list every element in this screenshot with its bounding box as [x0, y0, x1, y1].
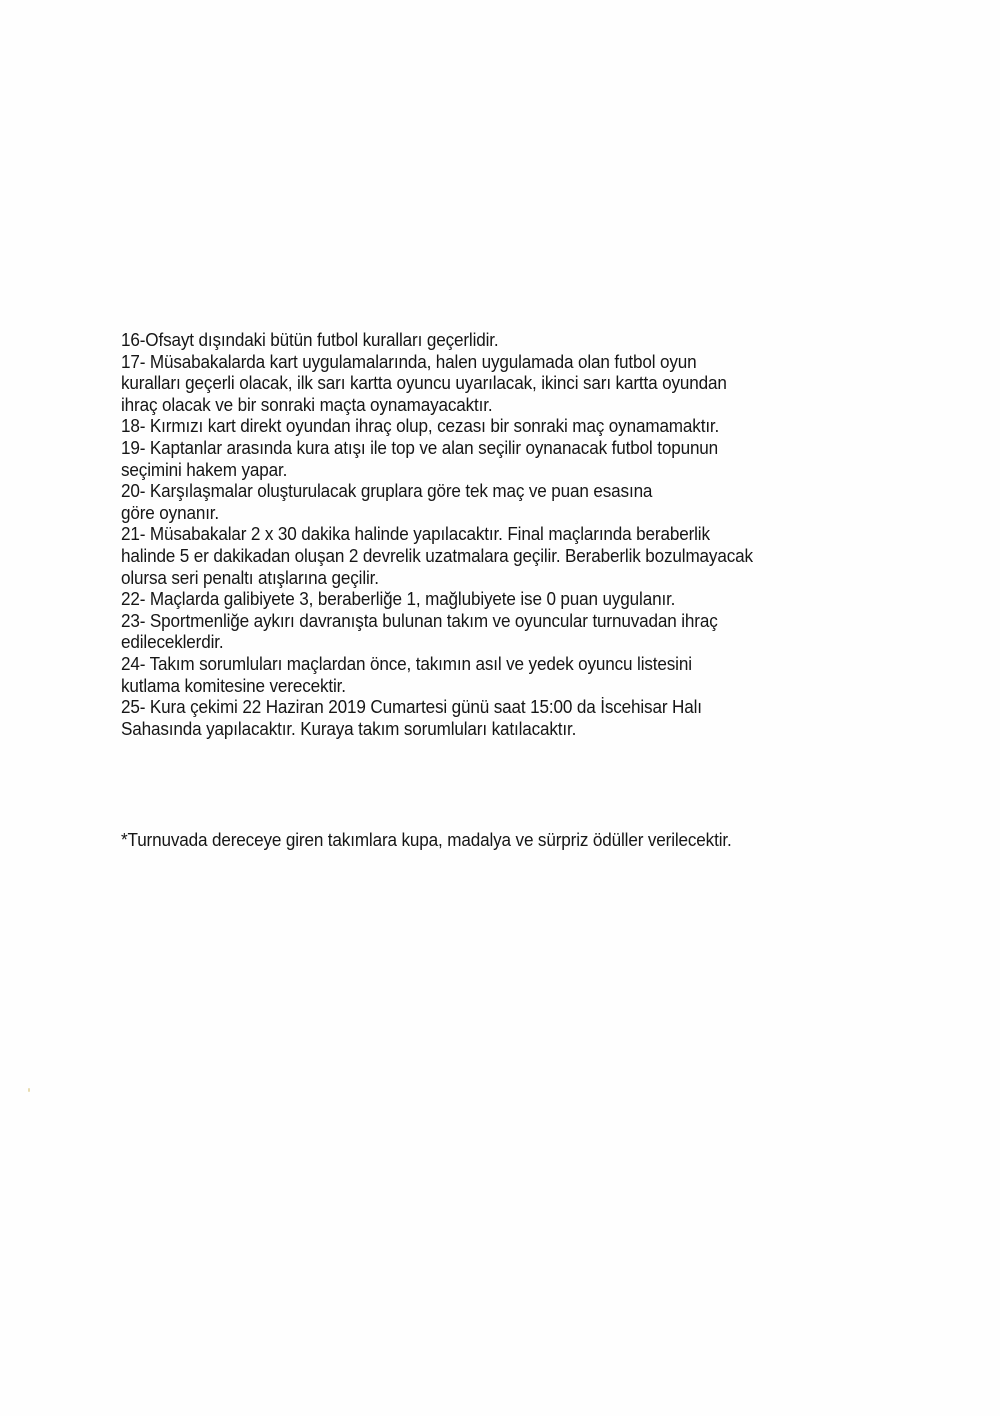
- rule-line: 17- Müsabakalarda kart uygulamalarında, halen uygulamada olan futbol oyun: [121, 350, 697, 372]
- rule-line: 20- Karşılaşmalar oluşturulacak gruplara göre tek maç ve puan esasına: [121, 480, 653, 502]
- rule-line: seçimini hakem yapar.: [121, 458, 288, 480]
- rule-17: [121, 351, 828, 416]
- rule-16: [121, 329, 828, 351]
- rule-19: [121, 437, 828, 480]
- rule-line: 19- Kaptanlar arasında kura atışı ile top ve alan seçilir oynanacak futbol topunun: [121, 436, 719, 458]
- rule-20: [121, 480, 828, 523]
- rule-line: edileceklerdir.: [121, 631, 224, 653]
- scan-speck: [28, 1088, 30, 1092]
- rule-line: Sahasında yapılacaktır. Kuraya takım sorumluları katılacaktır.: [121, 717, 577, 739]
- rule-line: 25- Kura çekimi 22 Haziran 2019 Cumartesi günü saat 15:00 da İscehisar Halı: [121, 696, 702, 718]
- rule-21: [121, 523, 828, 588]
- rule-line: kutlama komitesine verecektir.: [121, 674, 346, 696]
- rule-line: 23- Sportmenliğe aykırı davranışta bulunan takım ve oyuncular turnuvadan ihraç: [121, 609, 718, 631]
- rule-line: halinde 5 er dakikadan oluşan 2 devrelik uzatmalara geçilir. Beraberlik bozulmayacak: [121, 544, 753, 566]
- rule-line: 16-Ofsayt dışındaki bütün futbol kuralları geçerlidir.: [121, 329, 499, 350]
- rule-18: [121, 415, 828, 437]
- rule-line: olursa seri penaltı atışlarına geçilir.: [121, 566, 379, 588]
- rule-line: göre oynanır.: [121, 501, 220, 523]
- rules-list: [121, 329, 828, 739]
- rule-line: 22- Maçlarda galibiyete 3, beraberliğe 1, mağlubiyete ise 0 puan uygulanır.: [121, 588, 676, 610]
- awards-note: *Turnuvada dereceye giren takımlara kupa, madalya ve sürpriz ödüller verilecektir.: [121, 829, 732, 850]
- rule-line: 21- Müsabakalar 2 x 30 dakika halinde yapılacaktır. Final maçlarında beraberlik: [121, 523, 710, 545]
- rule-line: ihraç olacak ve bir sonraki maçta oynamayacaktır.: [121, 393, 493, 415]
- rule-22: [121, 588, 828, 610]
- rule-24: [121, 653, 828, 696]
- rule-23: [121, 610, 828, 653]
- rule-line: 24- Takım sorumluları maçlardan önce, takımın asıl ve yedek oyuncu listesini: [121, 652, 692, 674]
- rule-25: [121, 696, 828, 739]
- rule-line: kuralları geçerli olacak, ilk sarı kartta oyuncu uyarılacak, ikinci sarı kartta oyundan: [121, 372, 727, 394]
- rule-line: 18- Kırmızı kart direkt oyundan ihraç olup, cezası bir sonraki maç oynamamaktır.: [121, 415, 720, 437]
